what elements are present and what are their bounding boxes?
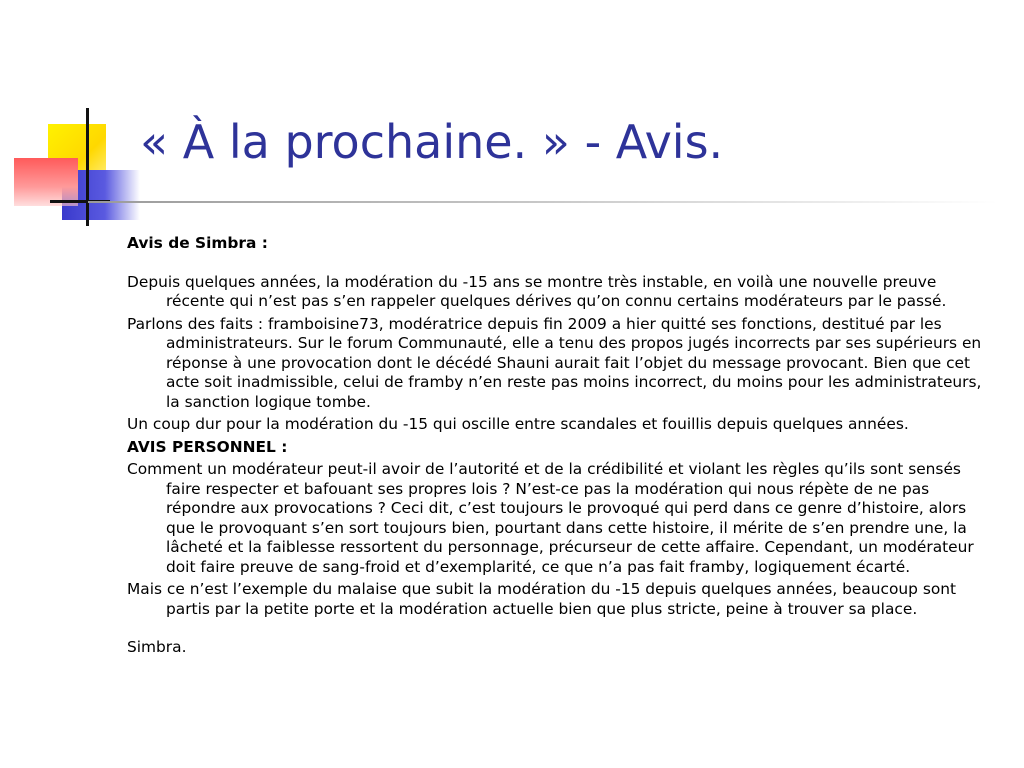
signature: Simbra. — [127, 638, 187, 656]
slide-body — [127, 234, 987, 658]
title-divider — [88, 201, 998, 203]
paragraph-facts: Parlons des faits : framboisine73, modératrice depuis fin 2009 a hier quitté ses fonctions, destitué par les administrateurs. Sur le forum Communauté, elle a tenu des propos jugés incorrects par ses supérieurs en réponse à une provocation dont le décédé Shauni aurait fait l’objet du message provocant. Bien que cet acte soit inadmissible, celui de framby n’en reste pas moins incorrect, du moins pour les administrateurs, la sanction logique tombe. — [127, 314, 982, 411]
paragraph-personal-opinion: Comment un modérateur peut-il avoir de l’autorité et de la crédibilité et violant les règles qu’ils sont sensés faire respecter et bafouant ses propres lois ? N’est-ce pas la modération qui nous répète de ne pas répondre aux provocations ? Ceci dit, c’est toujours le provoqué qui perd dans ce genre d’histoire, alors que le provoquant s’en sort toujours bien, pourtant dans cette histoire, il mérite de s’en prendre une, la lâcheté et la faiblesse ressortent du personnage, précurseur de cette affaire. Cependant, un modérateur doit faire preuve de sang-froid et d’exemplarité, ce que n’a pas fait framby, logiquement écarté. — [127, 460, 974, 576]
paragraph-malaise: Mais ce n’est l’exemple du malaise que subit la modération du -15 depuis quelques années, beaucoup sont partis par la petite porte et la modération actuelle bien que plus stricte, peine à trouver sa place. — [127, 580, 957, 618]
paragraph-intro: Depuis quelques années, la modération du -15 ans se montre très instable, en voilà une nouvelle preuve récente qui n’est pas s’en rappeler quelques dérives qu’on connu certains modérateurs par le passé. — [127, 272, 947, 310]
decorative-squares-logo — [0, 0, 150, 230]
section-heading-avis-simbra: Avis de Simbra : — [127, 234, 268, 252]
section-heading-avis-personnel: AVIS PERSONNEL : — [127, 437, 288, 456]
red-square-shape — [14, 158, 78, 206]
paragraph-conclusion: Un coup dur pour la modération du -15 qui oscille entre scandales et fouillis depuis quelques années. — [127, 415, 909, 433]
slide-title: « À la prochaine. » - Avis. — [140, 115, 724, 169]
vertical-line-shape — [86, 108, 89, 226]
